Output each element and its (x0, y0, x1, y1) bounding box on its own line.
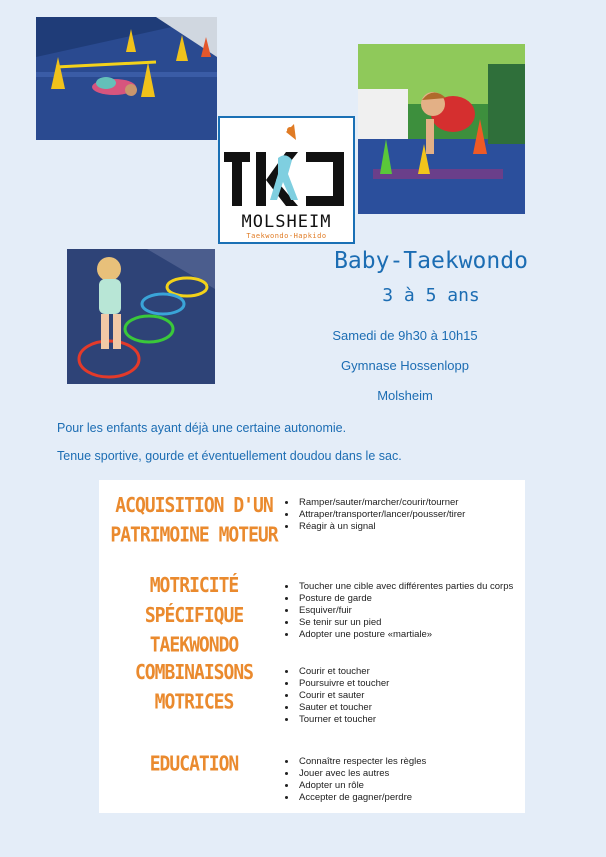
section-list-education (285, 756, 426, 804)
schedule: Samedi de 9h30 à 10h15 (332, 328, 478, 343)
heading-line: TAEKWONDO (149, 633, 239, 658)
section-heading-combinaisons (99, 658, 289, 718)
town: Molsheim (377, 388, 433, 403)
tkd-logo (218, 116, 355, 244)
venue: Gymnase Hossenlopp (341, 358, 469, 373)
photo-toddler-with-hoops (67, 249, 215, 384)
list-item: • Toucher une cible avec différentes parties du corps (297, 581, 513, 593)
section-heading-acquisition (99, 491, 289, 551)
list-item: • Adopter une posture «martiale» (297, 629, 513, 641)
intro-paragraph: Pour les enfants ayant déjà une certaine autonomie. (57, 421, 347, 435)
heading-line: MOTRICITÉ SPÉCIFIQUE (144, 573, 244, 628)
logo-subtitle: Taekwondo-Hapkido (246, 232, 327, 240)
section-list-combinaisons (285, 666, 389, 726)
photo-crawling-child (36, 17, 217, 140)
list-item: • Sauter et toucher (297, 702, 389, 714)
program-card (99, 480, 525, 813)
equipment-paragraph: Tenue sportive, gourde et éventuellement doudou dans le sac. (57, 449, 402, 463)
list-item: • Adopter un rôle (297, 780, 426, 792)
logo-city: MOLSHEIM (241, 212, 332, 232)
list-item: • Posture de garde (297, 593, 513, 605)
page-title: Baby-Taekwondo (334, 248, 528, 274)
section-heading-education (99, 750, 289, 780)
heading-line: COMBINAISONS (134, 660, 254, 685)
list-item: • Jouer avec les autres (297, 768, 426, 780)
list-item: • Attraper/transporter/lancer/pousser/tirer (297, 509, 465, 521)
list-item: • Courir et toucher (297, 666, 389, 678)
list-item: • Se tenir sur un pied (297, 617, 513, 629)
photo-boy-with-cones (358, 44, 525, 214)
heading-line: PATRIMOINE MOTEUR (110, 523, 278, 548)
list-item: • Connaître respecter les règles (297, 756, 426, 768)
list-item: • Ramper/sauter/marcher/courir/tourner (297, 497, 465, 509)
heading-line: MOTRICES (154, 690, 234, 715)
list-item: • Esquiver/fuir (297, 605, 513, 617)
age-range: 3 à 5 ans (382, 285, 480, 306)
list-item: • Courir et sauter (297, 690, 389, 702)
list-item: • Poursuivre et toucher (297, 678, 389, 690)
list-item: • Accepter de gagner/perdre (297, 792, 426, 804)
list-item: • Tourner et toucher (297, 714, 389, 726)
section-list-motricite (285, 581, 513, 641)
list-item: • Réagir à un signal (297, 521, 465, 533)
heading-line: ACQUISITION D'UN (115, 493, 273, 518)
section-heading-motricite (99, 571, 289, 661)
section-list-acquisition (285, 497, 465, 533)
heading-line: EDUCATION (149, 752, 239, 777)
